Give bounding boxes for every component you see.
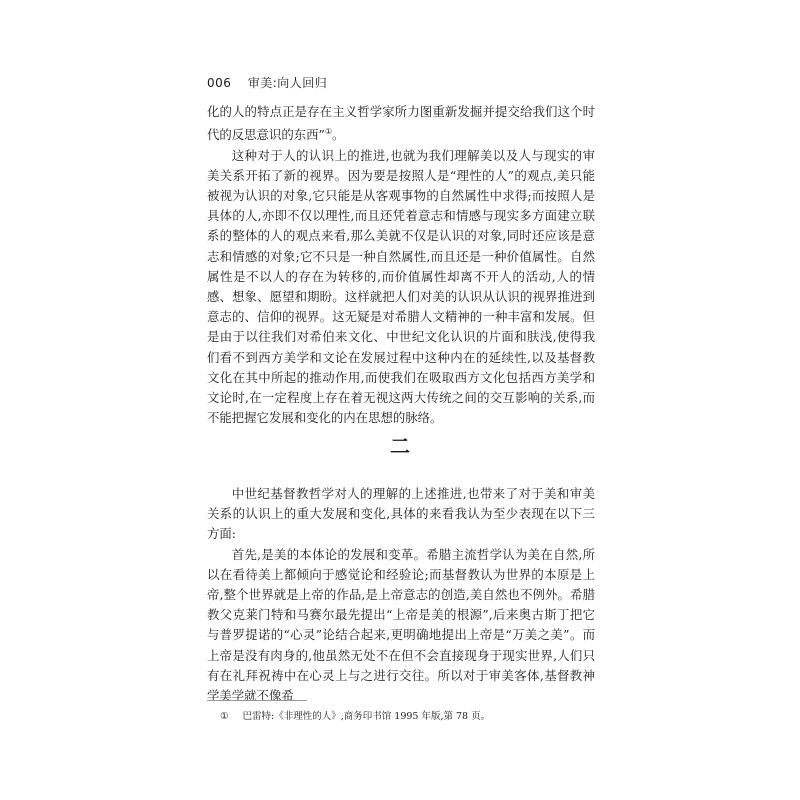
paragraph-4: 首先,是美的本体论的发展和变革。希腊主流哲学认为美在自然,所以在看待美上都倾向于感觉论和经验论;而基督教认为世界的本原是上帝,整个世界就是上帝的作品,是上帝意志的创造,美自然也不例外。希腊教父克莱门特和马赛尔最先提出“上帝是美的根源”,后来奥古斯丁把它与普罗提诺的“心灵”论结合起来,更明确地提出上帝是“万美之美”。而上帝是没有肉身的,他虽然无处不在但不会直接现身于现实世界,人们只有在礼拜祝祷中在心灵上与之进行交往。所以对于审美客体,基督教神学美学就不像希 <box>207 546 595 704</box>
body-text-bottom <box>207 484 595 706</box>
paragraph-3: 中世纪基督教哲学对人的理解的上述推进,也带来了对于美和审美关系的认识上的重大发展和变化,具体的来看我认为至少表现在以下三方面: <box>207 486 595 542</box>
paragraph-1 <box>207 102 595 146</box>
footnote-divider <box>207 700 307 701</box>
footnote-text: 巴雷特:《非理性的人》,商务印书馆 1995 年版,第 78 页。 <box>242 711 491 722</box>
footnote <box>220 710 600 724</box>
page-number: 006 <box>207 76 232 90</box>
paragraph-2: 这种对于人的认识上的推进,也就为我们理解美以及人与现实的审美关系开拓了新的视界。因为要是按照人是“理性的人”的观点,美只能被视为认识的对象,它只能是从客观事物的自然属性中求得;而按照人是具体的人,亦即不仅以理性,而且还凭着意志和情感与现实多方面建立联系的整体的人的观点来看,那么美就不仅是认识的对象,同时还应该是意志和情感的对象;它不只是一种自然属性,而且还是一种价值属性。自然属性是不以人的存在为转移的,而价值属性却离不开人的活动,人的情感、想象、愿望和期盼。这样就把人们对美的认识从认识的视界推进到意志的、信仰的视界。这无疑是对希腊人文精神的一种丰富和发展。但是由于以往我们对希伯来文化、中世纪文化认识的片面和肤浅,使得我们看不到西方美学和文论在发展过程中这种内在的延续性,以及基督教文化在其中所起的推动作用,而使我们在吸取西方文化包括西方美学和文论时,在一定程度上存在着无视这两大传统之间的交互影响的关系,而不能把握它发展和变化的内在思想的脉络。 <box>207 147 595 426</box>
paragraph-1-text: 化的人的特点正是存在主义哲学家所力图重新发掘并提交给我们这个时代的反思意识的东西” <box>207 104 595 143</box>
section-number: 二 <box>390 434 410 458</box>
footnote-reference: ① <box>324 127 333 137</box>
running-header <box>207 74 327 91</box>
paragraph-1-end: 。 <box>332 127 345 143</box>
chapter-title: 审美:向人回归 <box>247 76 328 90</box>
body-text-top <box>207 102 595 428</box>
footnote-mark: ① <box>220 711 229 722</box>
